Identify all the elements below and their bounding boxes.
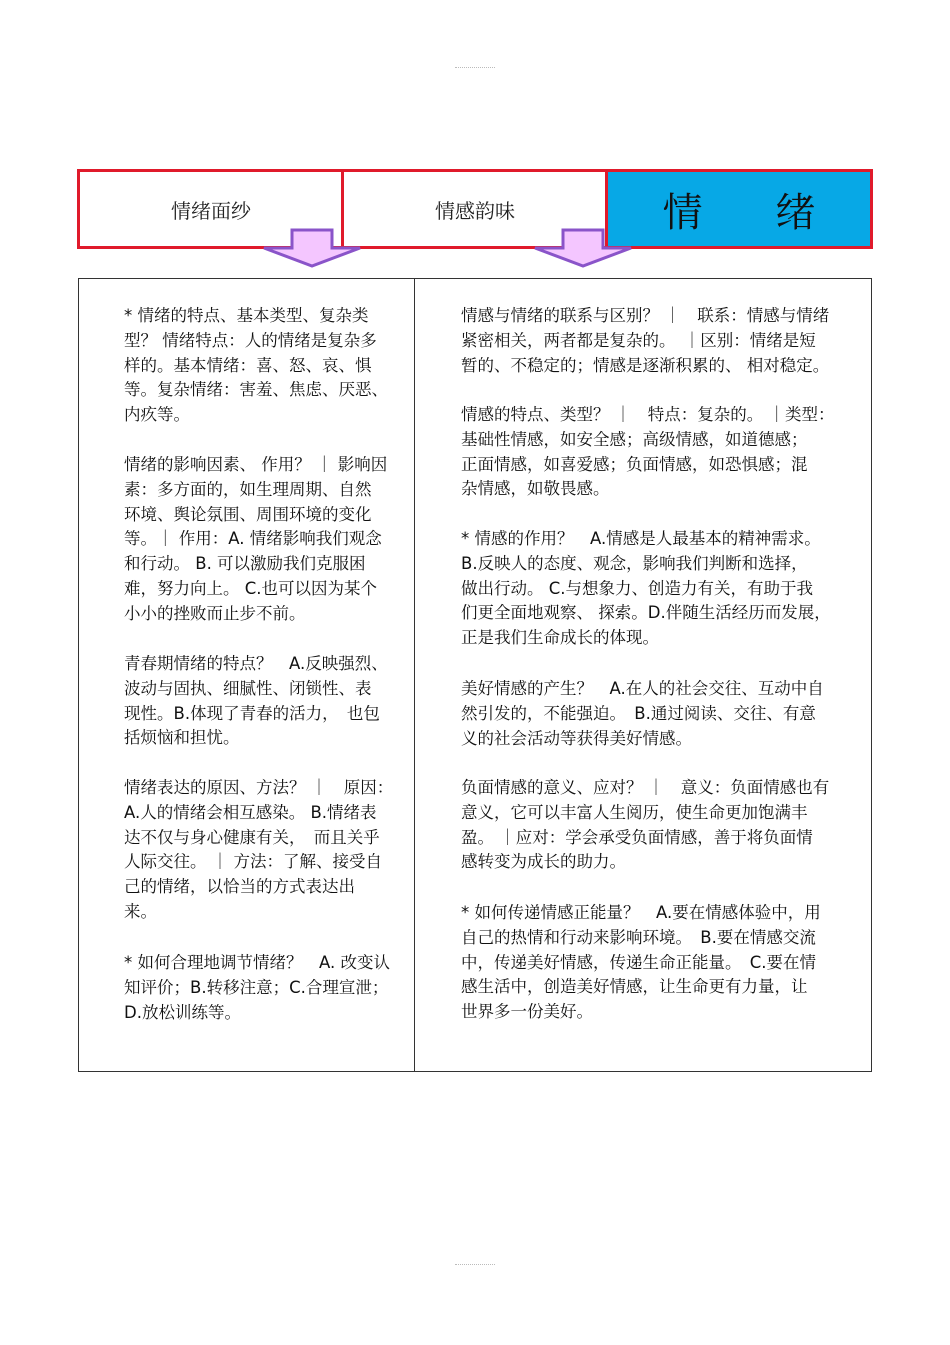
- right-paragraph: * 如何传递情感正能量？ A.要在情感体验中，用 自己的热情和行动来影响环境。 B.要在情感交流 中，传递美好情感，传递生命正能量。 C.要在情 感生活中，创造美好情感，让生命更有力量，让 世界多一份美好。: [461, 903, 821, 1022]
- right-paragraph: 情感的特点、类型？ ｜ 特点：复杂的。 ｜类型： 基础性情感，如安全感；高级情感，如道德感； 正面情感，如喜爱感；负面情感，如恐惧感；混 杂情感，如敬畏感。: [461, 405, 835, 499]
- right-paragraph: 美好情感的产生？ A.在人的社会交往、互动中自 然引发的，不能强迫。 B.通过阅读、交往、有意 义的社会活动等获得美好情感。: [461, 679, 824, 748]
- left-paragraph: * 如何合理地调节情绪？ A. 改变认 知评价；B.转移注意；C.合理宣泄； D.放松训练等。: [124, 953, 390, 1022]
- tab-emotion-title: [605, 169, 873, 249]
- tab-emotion-veil-label: 情绪面纱: [171, 198, 251, 223]
- down-arrow-icon: [533, 228, 633, 268]
- down-arrow-icon: [262, 228, 362, 268]
- right-paragraph: 负面情感的意义、应对？ ｜ 意义：负面情感也有 意义，它可以丰富人生阅历，使生命更加饱满丰 盈。 ｜应对：学会承受负面情感，善于将负面情 感转变为成长的助力。: [461, 778, 830, 872]
- left-paragraph: * 情绪的特点、基本类型、复杂类 型？ 情绪特点：人的情绪是复杂多 样的。基本情绪：喜、怒、哀、惧 等。复杂情绪：害羞、焦虑、厌恶、 内疚等。: [124, 306, 388, 425]
- page-header-dots: [455, 67, 495, 72]
- left-paragraph: 情绪的影响因素、 作用？ ｜ 影响因 素：多方面的，如生理周期、自然 环境、舆论氛围、周围环境的变化 等。｜ 作用：A. 情绪影响我们观念 和行动。 B. 可以激励我们克服困 难，努力向上。 C.也可以因为某个 小小的挫败而止步不前。: [124, 455, 388, 623]
- right-paragraph: * 情感的作用？ A.情感是人最基本的精神需求。 B.反映人的态度、观念，影响我们判断和选择， 做出行动。 C.与想象力、创造力有关，有助于我 们更全面地观察、 探索。D.伴随生活经历而发展， 正是我们生命成长的体现。: [461, 529, 831, 648]
- left-paragraph: 情绪表达的原因、方法？ ｜ 原因： A.人的情绪会相互感染。 B.情绪表 达不仅与身心健康有关， 而且关乎 人际交往。 ｜ 方法：了解、接受自 己的情绪，以恰当的方式表达出 来。: [124, 778, 394, 921]
- page-footer-dots: [455, 1264, 495, 1269]
- right-paragraph: 情感与情绪的联系与区别？ ｜ 联系：情感与情绪 紧密相关，两者都是复杂的。 ｜区别：情绪是短 暂的、不稳定的；情感是逐渐积累的、 相对稳定。: [461, 306, 830, 375]
- left-paragraph: 青春期情绪的特点？ A.反映强烈、 波动与固执、细腻性、闭锁性、表 现性。B.体现了青春的活力， 也包 括烦恼和担忧。: [124, 654, 388, 748]
- tab-feeling-charm-label: 情感韵味: [435, 198, 515, 223]
- tab-emotion-title-label: 情 绪: [662, 189, 846, 236]
